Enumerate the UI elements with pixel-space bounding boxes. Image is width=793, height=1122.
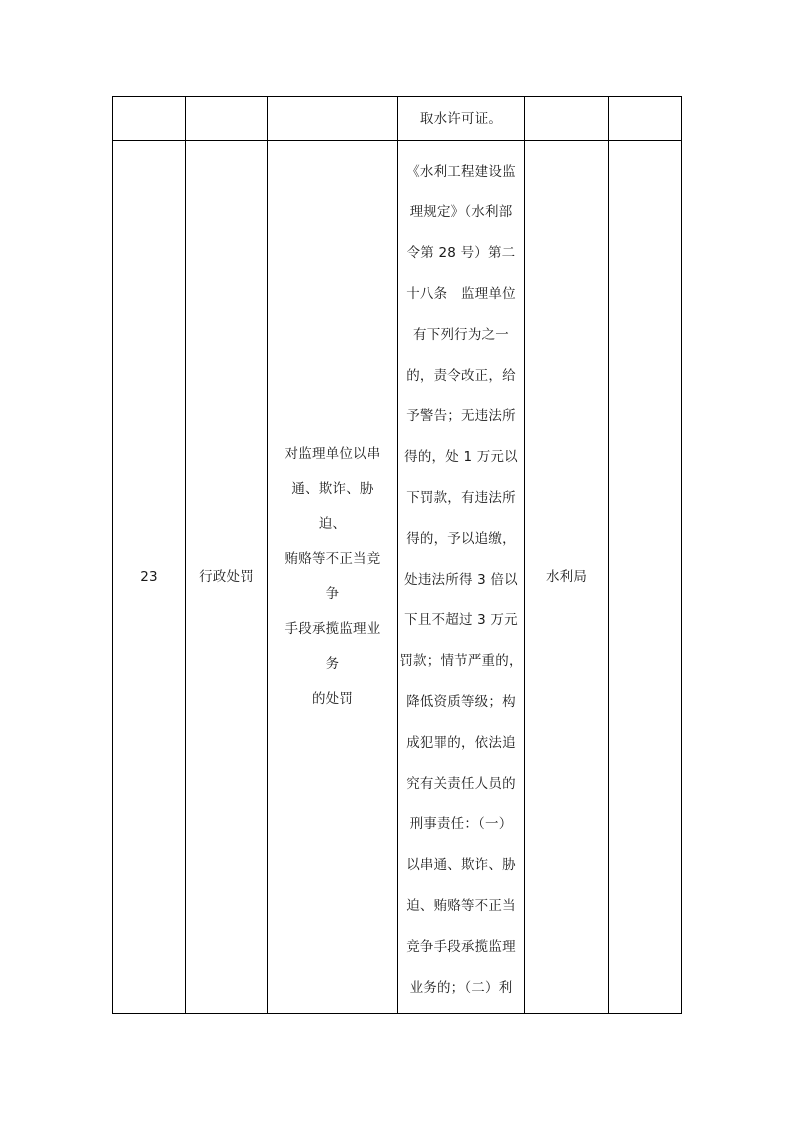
- remark-cell: [609, 97, 682, 141]
- basis-text: 取水许可证。: [419, 110, 503, 127]
- basis-cell: [398, 97, 525, 141]
- item-category: 行政处罚: [199, 569, 254, 585]
- department-cell: [525, 141, 609, 1014]
- item-department: 水利局: [545, 569, 588, 585]
- number-cell: [113, 141, 186, 1014]
- category-cell: [186, 97, 268, 141]
- basis-cell: [398, 141, 525, 1014]
- item-basis: 《水利工程建设监 理规定》（水利部 令第 28 号）第二 十八条 监理单位 有下列行为之一 的，责令改正，给 予警告；无违法所 得的，处 1 万元以 下罚款，有违法所 得的，予以追缴， 处违法所得 3 倍以 下且不超过 3 万元 罚款；情节严重的， 降低资质等级；构 成犯罪的，依法追 究有关责任人员的 刑事责任：（一） 以串通、欺诈、胁 迫、贿赂等不正当 竞争手段承揽监理 业务的；（二）利: [399, 163, 523, 996]
- category-cell: [186, 141, 268, 1014]
- table-row: [113, 97, 682, 141]
- table-row: [113, 141, 682, 1014]
- title-cell: [268, 141, 398, 1014]
- title-cell: [268, 97, 398, 141]
- department-cell: [525, 97, 609, 141]
- item-number: 23: [140, 569, 158, 585]
- remark-cell: [609, 141, 682, 1014]
- power-list-table: [112, 96, 682, 1014]
- number-cell: [113, 97, 186, 141]
- item-title: 对监理单位以串 通、欺诈、胁迫、 贿赂等不正当竞争 手段承揽监理业务 的处罚: [284, 446, 381, 707]
